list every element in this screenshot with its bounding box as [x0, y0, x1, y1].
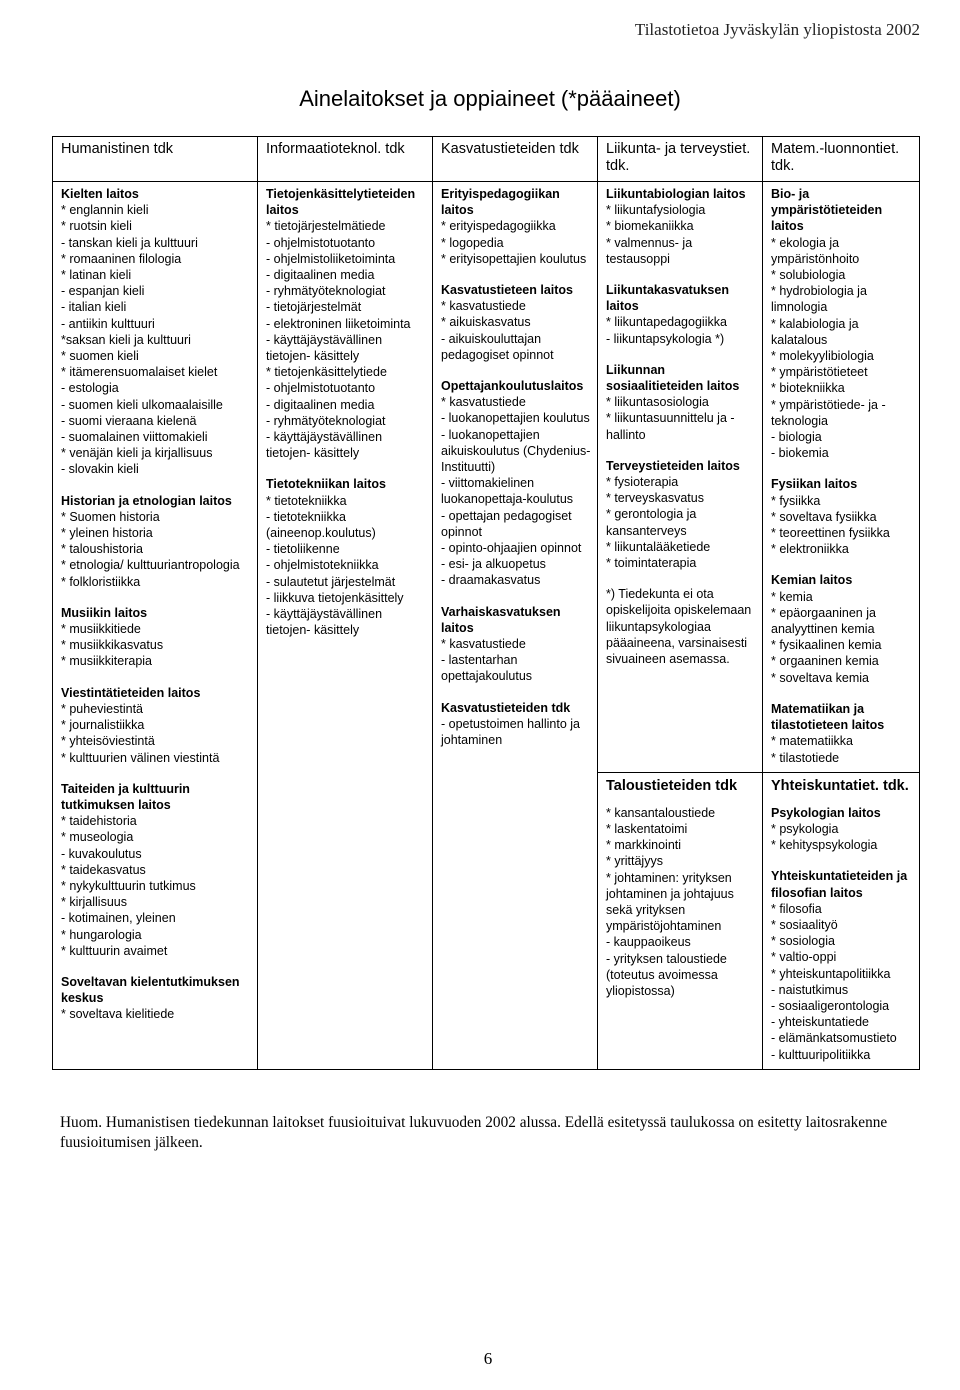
subject-item: * englannin kieli — [61, 203, 149, 218]
department-section — [61, 605, 251, 670]
subject-item: - elektroninen liiketoiminta — [266, 316, 411, 331]
subject-item: * taidehistoria — [61, 814, 137, 829]
department-section — [771, 701, 913, 766]
subject-item: * yrittäjyys — [606, 854, 663, 869]
department-section — [61, 974, 251, 1023]
subject-item: *) Tiedekunta ei ota opiskelijoita opiskelemaan liikuntapsykologiaa pääaineena, varsinaisesti sivuaineen asemassa. — [606, 587, 752, 667]
subject-item: * matematiikka — [771, 734, 853, 749]
subject-item: * museologia — [61, 830, 134, 845]
department-section — [606, 458, 756, 571]
department-section — [266, 476, 426, 638]
subject-item: - tietotekniikka (aineenop.koulutus) — [266, 509, 376, 541]
footnote: Huom. Humanistisen tiedekunnan laitokset fuusioituivat lukuvuoden 2002 alussa. Edellä esitetyssä taulukossa on esitetty laitosrakenne fuusioitumisen jälkeen. — [60, 1114, 888, 1151]
department-section — [441, 700, 591, 749]
subject-item: * teoreettinen fysiikka — [771, 526, 890, 541]
subject-item: * tietojenkäsittelytiede — [266, 365, 387, 380]
subject-item: - käyttäjäystävällinen tietojen- käsittely — [266, 607, 383, 638]
department-section — [771, 572, 913, 685]
subject-item: * Suomen historia — [61, 509, 160, 524]
subject-item: * fysioterapia — [606, 475, 679, 490]
subject-item: * kirjallisuus — [61, 895, 127, 910]
department-section — [441, 604, 591, 685]
subject-item: * laskentatoimi — [606, 821, 688, 836]
subject-item: * taloushistoria — [61, 542, 143, 557]
departments-table — [52, 136, 920, 1070]
page-number: 6 — [483, 1349, 493, 1368]
cell-liikunta — [598, 182, 763, 773]
subject-item: * biotekniikka — [771, 381, 845, 396]
subject-item: - liikkuva tietojenkäsittely — [266, 590, 404, 605]
subject-item: - espanjan kieli — [61, 284, 145, 299]
subject-item: - estologia — [61, 381, 119, 396]
subject-item: * hydrobiologia ja limnologia — [771, 284, 867, 315]
subject-item: * tietotekniikka — [266, 493, 347, 508]
department-section — [771, 476, 913, 557]
subject-item: * logopedia — [441, 235, 504, 250]
subject-item: - yrityksen taloustiede (toteutus avoimessa yliopistossa) — [606, 951, 727, 998]
department-section — [606, 282, 756, 347]
department-title: Psykologian laitos — [771, 805, 881, 820]
subject-item: * ympäristötiede- ja -teknologia — [771, 397, 886, 428]
yhteiskuntatieteet-sections — [771, 805, 913, 1063]
subject-item: - ryhmätyöteknologiat — [266, 284, 386, 299]
department-section — [606, 586, 756, 667]
subject-item: * kemia — [771, 589, 813, 604]
page-title: Ainelaitokset ja oppiaineet (*pääaineet) — [299, 86, 681, 111]
cell-taloustieteet — [598, 772, 763, 1069]
subject-item: * psykologia — [771, 821, 839, 836]
subject-item: - tietoliikenne — [266, 542, 340, 557]
header-liikunta: Liikunta- ja terveystiet. tdk. — [598, 137, 763, 182]
subject-item: - liikuntapsykologia *) — [606, 331, 725, 346]
department-title: Liikunnan sosiaalitieteiden laitos — [606, 362, 740, 394]
taloustieteet-items — [606, 805, 756, 999]
subject-item: * molekyylibiologia — [771, 349, 874, 364]
department-section — [771, 186, 913, 461]
subject-item: * sosiologia — [771, 934, 835, 949]
subject-item: * venäjän kieli ja kirjallisuus — [61, 446, 213, 461]
department-title: Yhteiskuntatieteiden ja filosofian laitos — [771, 869, 908, 900]
subject-item: * romaaninen filologia — [61, 251, 182, 266]
subject-item: * puheviestintä — [61, 701, 144, 716]
subject-item: * orgaaninen kemia — [771, 654, 879, 669]
department-title: Tietotekniikan laitos — [266, 477, 386, 492]
subject-item: - suomen kieli ulkomaalaisille — [61, 397, 223, 412]
subject-item: - opetustoimen hallinto ja johtaminen — [441, 716, 580, 748]
subject-item: * yhteiskuntapolitiikka — [771, 966, 891, 981]
department-section — [61, 493, 251, 590]
subject-item: * ruotsin kieli — [61, 219, 132, 234]
subject-item: - lastentarhan opettajakoulutus — [441, 653, 533, 684]
subject-item: - käyttäjäystävällinen tietojen- käsittely — [266, 332, 383, 364]
department-section — [606, 186, 756, 267]
subject-item: *saksan kieli ja kulttuuri — [61, 332, 191, 347]
department-title: Kielten laitos — [61, 187, 139, 201]
running-header: Tilastotietoa Jyväskylän yliopistosta 2002 — [634, 20, 920, 39]
subject-item: * gerontologia ja kansanterveys — [606, 507, 697, 538]
subject-item: - yhteiskuntatiede — [771, 1015, 869, 1030]
department-title: Kasvatustieteen laitos — [441, 283, 573, 298]
subject-item: * kasvatustiede — [441, 299, 526, 314]
subject-item: - luokanopettajien koulutus — [441, 411, 590, 426]
subject-item: - elämänkatsomustieto — [771, 1031, 897, 1046]
subject-item: - käyttäjäystävällinen tietojen- käsittely — [266, 430, 383, 461]
header-humanistinen: Humanistinen tdk — [53, 137, 258, 182]
subject-item: - suomi vieraana kielenä — [61, 413, 197, 428]
subject-item: * yhteisöviestintä — [61, 734, 155, 749]
department-section — [61, 186, 251, 478]
department-title: Tietojenkäsittelytieteiden laitos — [266, 187, 416, 218]
subject-item: * latinan kieli — [61, 268, 132, 283]
subject-item: * suomen kieli — [61, 349, 139, 364]
subject-item: - sulautetut järjestelmät — [266, 574, 396, 589]
subject-item: * kasvatustiede — [441, 395, 526, 410]
department-title: Kasvatustieteiden tdk — [441, 700, 571, 715]
subject-item: * aikuiskasvatus — [441, 315, 531, 330]
subject-item: * taidekasvatus — [61, 862, 146, 877]
subject-item: * liikuntasosiologia — [606, 395, 709, 410]
department-section — [771, 805, 913, 854]
subject-item: - tanskan kieli ja kulttuuri — [61, 235, 198, 250]
subject-item: * kansantaloustiede — [606, 805, 716, 820]
table-header-row — [53, 137, 920, 182]
subject-item: * nykykulttuurin tutkimus — [61, 878, 196, 893]
subject-item: * markkinointi — [606, 838, 682, 853]
subject-item: - ohjelmistotekniikka — [266, 558, 379, 573]
subject-item: * musiikkikasvatus — [61, 638, 164, 653]
subject-item: * biomekaniikka — [606, 219, 694, 234]
subject-item: - esi- ja alkuopetus — [441, 557, 546, 572]
subject-item: * erityispedagogiikka — [441, 219, 556, 234]
department-title: Musiikin laitos — [61, 605, 148, 620]
department-section — [61, 685, 251, 766]
department-title: Opettajankoulutuslaitos — [441, 379, 584, 394]
subject-item: * tilastotiede — [771, 750, 840, 765]
subject-item: - tietojärjestelmät — [266, 300, 362, 315]
subject-item: * erityisopettajien koulutus — [441, 251, 587, 266]
subject-item: * soveltava kielitiede — [61, 1007, 175, 1022]
header-informaatioteknologia: Informaatioteknol. tdk — [258, 137, 433, 182]
subject-item: * soveltava fysiikka — [771, 509, 877, 524]
header-matem-luonnontiet: Matem.-luonnontiet. tdk. — [763, 137, 920, 182]
department-title: Liikuntabiologian laitos — [606, 187, 746, 201]
subject-item: * fysikaalinen kemia — [771, 638, 882, 653]
subject-item: * yleinen historia — [61, 526, 153, 541]
subject-item: * solubiologia — [771, 268, 846, 283]
department-section — [441, 282, 591, 363]
subject-item: * fysiikka — [771, 493, 821, 508]
subject-item: * terveyskasvatus — [606, 491, 704, 506]
subject-item: - kulttuuripolitiikka — [771, 1047, 871, 1062]
subject-item: * epäorgaaninen ja analyyttinen kemia — [771, 605, 876, 637]
subject-item: * liikuntasuunnittelu ja -hallinto — [606, 411, 735, 442]
subject-item: * kalabiologia ja kalatalous — [771, 316, 859, 347]
cell-humanistinen — [53, 182, 258, 1070]
subject-item: - luokanopettajien aikuiskoulutus (Chydenius-Instituutti) — [441, 427, 591, 475]
subject-item: * filosofia — [771, 901, 822, 916]
subject-item: * toimintaterapia — [606, 556, 697, 571]
subject-item: - suomalainen viittomakieli — [61, 430, 208, 445]
subject-item: - sosiaaligerontologia — [771, 998, 890, 1013]
subject-item: - viittomakielinen luokanopettaja-koulutus — [441, 476, 574, 507]
subject-item: * elektroniikka — [771, 542, 849, 557]
subject-item: - kotimainen, yleinen — [61, 911, 176, 926]
department-title: Erityispedagogiikan laitos — [441, 187, 560, 218]
department-section — [61, 781, 251, 959]
subject-item: * valmennus- ja testausoppi — [606, 235, 693, 266]
department-section — [266, 186, 426, 461]
subject-item: * soveltava kemia — [771, 670, 869, 685]
subject-item: * itämerensuomalaiset kielet — [61, 365, 218, 380]
subject-item: * etnologia/ kulttuuriantropologia — [61, 558, 240, 573]
subject-item: * hungarologia — [61, 927, 142, 942]
department-section — [606, 362, 756, 443]
subject-item: - ohjelmistoliiketoiminta — [266, 251, 396, 266]
subject-item: * ympäristötieteet — [771, 365, 868, 380]
cell-kasvatustieteet — [433, 182, 598, 1070]
subject-item: * tietojärjestelmätiede — [266, 219, 386, 234]
subject-item: - ohjelmistotuotanto — [266, 235, 376, 250]
taloustieteet-title: Taloustieteiden tdk — [606, 777, 738, 794]
subject-item: * journalistiikka — [61, 718, 145, 733]
subject-item: - antiikin kulttuuri — [61, 316, 155, 331]
table-body-row — [53, 182, 920, 773]
subject-item: * folkloristiikka — [61, 574, 141, 589]
header-kasvatustieteet: Kasvatustieteiden tdk — [433, 137, 598, 182]
subject-item: * johtaminen: yrityksen johtaminen ja johtajuus sekä yrityksen ympäristöjohtaminen — [606, 870, 734, 934]
department-section — [441, 378, 591, 589]
subject-item: * kasvatustiede — [441, 637, 526, 652]
subject-item: - italian kieli — [61, 300, 127, 315]
department-title: Fysiikan laitos — [771, 477, 858, 492]
cell-informaatioteknologia — [258, 182, 433, 1070]
subject-item: * liikuntapedagogiikka — [606, 315, 727, 330]
subject-item: - slovakin kieli — [61, 462, 139, 477]
subject-item: * valtio-oppi — [771, 950, 837, 965]
department-title: Varhaiskasvatuksen laitos — [441, 604, 561, 635]
subject-item: * musiikkiterapia — [61, 654, 153, 669]
department-title: Historian ja etnologian laitos — [61, 493, 232, 508]
department-title: Bio- ja ympäristötieteiden laitos — [771, 187, 883, 234]
subject-item: - draamakasvatus — [441, 573, 541, 588]
department-title: Soveltavan kielentutkimuksen keskus — [61, 974, 240, 1006]
cell-yhteiskuntatieteet — [763, 772, 920, 1069]
subject-item: * kehityspsykologia — [771, 838, 878, 853]
subject-item: - kauppaoikeus — [606, 935, 691, 950]
subject-item: * kulttuurin avaimet — [61, 943, 168, 958]
department-title: Viestintätieteiden laitos — [61, 685, 201, 700]
department-section — [441, 186, 591, 267]
subject-item: - biologia — [771, 430, 822, 445]
department-title: Matematiikan ja tilastotieteen laitos — [771, 701, 885, 733]
yhteiskuntatieteet-title: Yhteiskuntatiet. tdk. — [771, 777, 909, 794]
subject-item: - kuvakoulutus — [61, 846, 142, 861]
subject-item: * kulttuurien välinen viestintä — [61, 750, 220, 765]
department-title: Liikuntakasvatuksen laitos — [606, 283, 729, 314]
subject-item: - digitaalinen media — [266, 397, 375, 412]
subject-item: - opettajan pedagogiset opinnot — [441, 508, 572, 539]
subject-item: - ryhmätyöteknologiat — [266, 413, 386, 428]
department-title: Terveystieteiden laitos — [606, 458, 740, 473]
department-section — [771, 868, 913, 1062]
subject-item: - digitaalinen media — [266, 268, 375, 283]
department-title: Taiteiden ja kulttuurin tutkimuksen laitos — [61, 781, 190, 812]
subject-item: * sosiaalityö — [771, 917, 838, 932]
subject-item: - aikuiskouluttajan pedagogiset opinnot — [441, 331, 554, 362]
subject-item: - biokemia — [771, 446, 829, 461]
cell-matem-luonnontiet — [763, 182, 920, 773]
subject-item: - opinto-ohjaajien opinnot — [441, 541, 582, 556]
subject-item: * musiikkitiede — [61, 622, 141, 637]
subject-item: * liikuntafysiologia — [606, 203, 706, 218]
subject-item: - ohjelmistotuotanto — [266, 381, 376, 396]
subject-item: * ekologia ja ympäristönhoito — [771, 235, 860, 266]
subject-item: - naistutkimus — [771, 982, 849, 997]
department-title: Kemian laitos — [771, 573, 853, 588]
subject-item: * liikuntalääketiede — [606, 539, 711, 554]
